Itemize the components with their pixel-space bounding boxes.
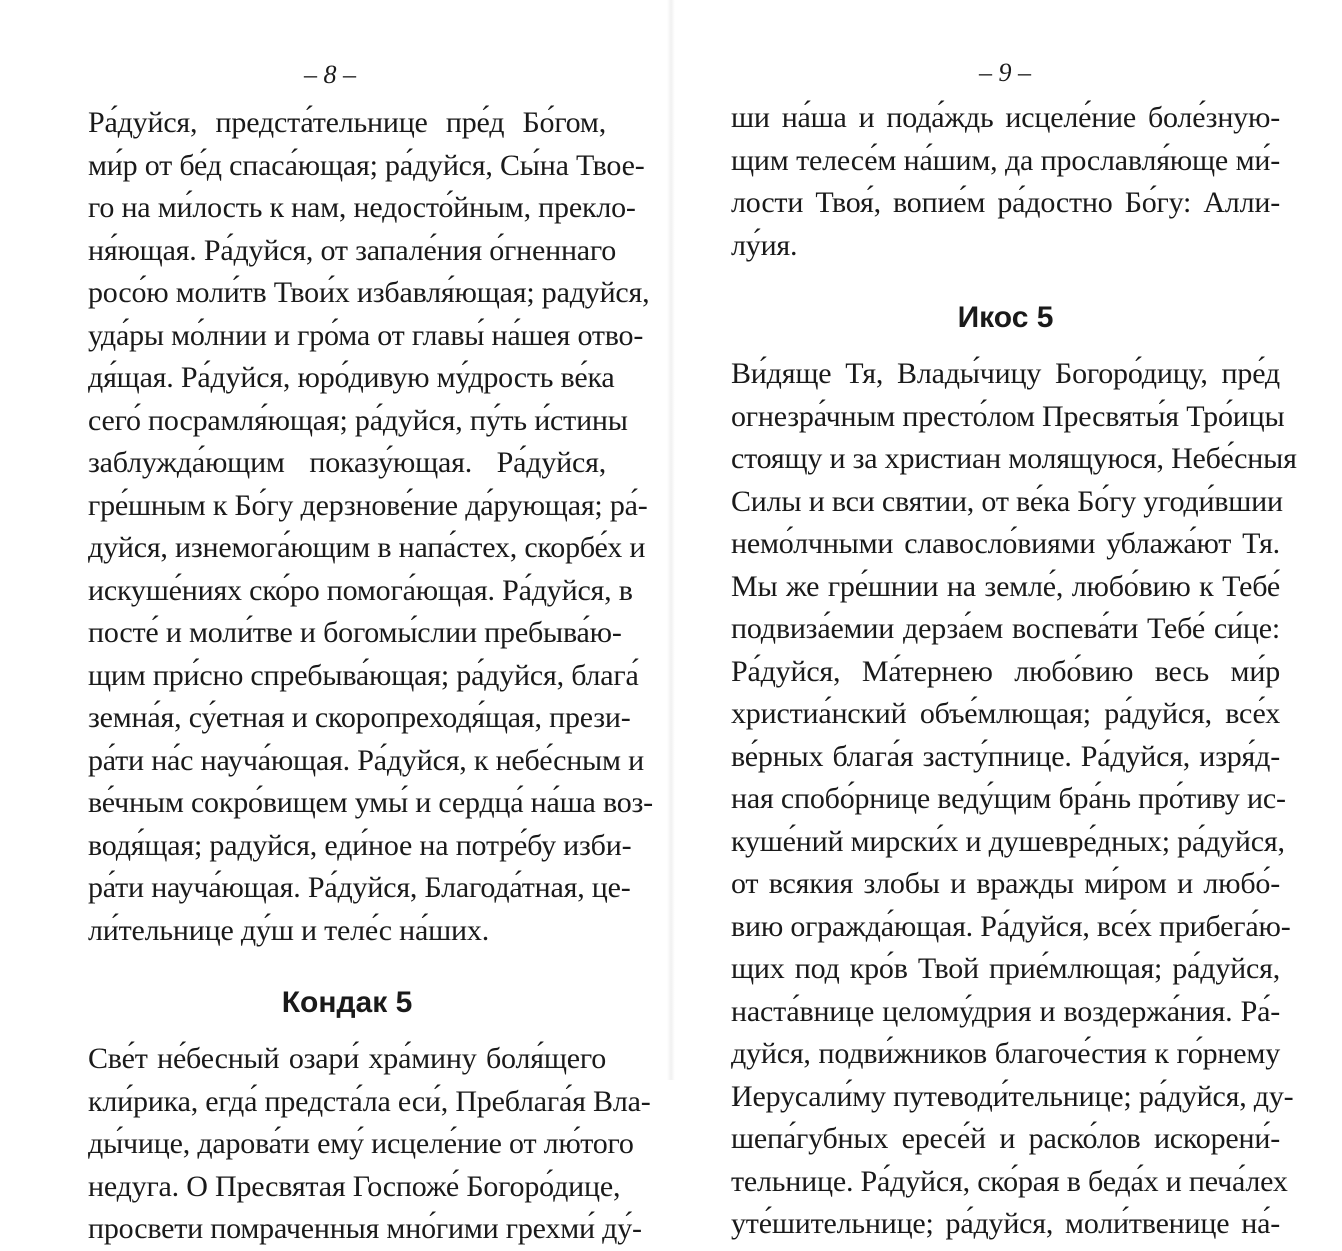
text-line: посте́ и моли́тве и богомы́слии пребыва́ю-: [88, 616, 622, 649]
text-line: кли́рика, егда́ предста́ла еси́, Преблага́я Вла-: [88, 1084, 651, 1118]
text-line: щим при́сно спребыва́ющая; ра́дуйся, блага́: [88, 658, 639, 692]
text-line: Иерусали́му путеводи́тельнице; ра́дуйся, ду-: [731, 1079, 1294, 1113]
text-line: ми́р от бе́д спаса́ющая; ра́дуйся, Сы́на Твое-: [88, 148, 645, 182]
text-line: ве́чным сокро́вищем умы́ и сердца́ на́ша воз-: [88, 786, 653, 819]
text-line: шепа́губных ересе́й и раско́лов искорени́-: [731, 1122, 1280, 1155]
text-line: дуйся, подви́жников благоче́стия к го́рнему: [731, 1037, 1280, 1070]
text-line: вию огражда́ющая. Ра́дуйся, все́х прибега́ю-: [731, 909, 1291, 943]
right-page-text: [731, 97, 1297, 1246]
text-line: Ра́дуйся, предста́тельнице пре́д Бо́гом,: [88, 106, 606, 139]
text-line: лости Твоя́, вопие́м ра́достно Бо́гу: Алли-: [731, 186, 1280, 219]
text-line: стоящу и за христиан молящуюся, Небе́сныя: [731, 442, 1297, 475]
text-line: уте́шительнице; ра́дуйся, моли́твенице на́-: [731, 1207, 1280, 1240]
text-line: щим телесе́м на́шим, да прославля́юще ми́-: [731, 143, 1280, 177]
text-line: наста́внице целому́дрия и воздержа́ния. Ра́-: [731, 994, 1280, 1028]
text-line: от всякия злобы и вражды ми́ром и любо́-: [731, 867, 1280, 900]
text-line: немо́лчными славосло́виями ублажа́ют Тя.: [731, 527, 1280, 560]
text-line: Силы и вси святии, от ве́ка Бо́гу угоди́вшии: [731, 484, 1283, 518]
text-line: христиа́нский объе́млющая; ра́дуйся, все́х: [731, 697, 1280, 730]
text-line: подвиза́емии дерза́ем воспева́ти Тебе́ си́це:: [731, 612, 1280, 645]
text-line: искуше́ниях ско́ро помога́ющая. Ра́дуйся, в: [88, 573, 633, 607]
text-line: ра́ти на́с науча́ющая. Ра́дуйся, к небе́сным и: [88, 743, 644, 777]
text-line: просвети помраченныя мно́гими грехми́ ду́-: [88, 1212, 642, 1245]
text-line: Ви́дяще Тя, Влады́чицу Богоро́дицу, пре́д: [731, 357, 1280, 390]
text-line: лу́ия.: [731, 228, 798, 262]
text-line: ли́тельнице ду́ш и теле́с на́ших.: [88, 913, 490, 947]
text-line: тельнице. Ра́дуйся, ско́рая в беда́х и печа́лех: [731, 1164, 1288, 1198]
right-page: [671, 0, 1342, 1240]
text-line: щих под кро́в Твой прие́млющая; ра́дуйся,: [731, 952, 1280, 985]
text-line: сего́ посрамля́ющая; ра́дуйся, пу́ть и́стины: [88, 403, 628, 437]
text-line: го на ми́лость к нам, недосто́йным, прекло-: [88, 191, 636, 224]
text-line: водя́щая; радуйся, еди́ное на потре́бу изби-: [88, 828, 632, 862]
section-heading-kondak: Кондак 5: [281, 986, 413, 1019]
text-line: гре́шным к Бо́гу дерзнове́ние да́рующая; ра́-: [88, 488, 648, 522]
text-line: ня́ющая. Ра́дуйся, от запале́ния о́гненнаго: [88, 233, 617, 267]
text-line: ве́рных блага́я засту́пнице. Ра́дуйся, изря́д-: [731, 739, 1280, 773]
text-line: Ра́дуйся, Ма́тернею любо́вию весь ми́р: [731, 654, 1280, 688]
text-line: Све́т не́бесный озари́ хра́мину боля́щего: [88, 1042, 606, 1075]
left-page: [0, 0, 671, 1245]
left-page-text: [88, 102, 653, 1251]
text-line: ды́чице, дарова́ти ему́ исцеле́ние от лю́того: [88, 1127, 634, 1160]
page-number: – 9 –: [979, 58, 1031, 87]
text-line: земна́я, су́етная и скоропреходя́щая, прези-: [88, 701, 631, 734]
text-line: уда́ры мо́лнии и гро́ма от главы́ на́шея отво-: [88, 318, 644, 352]
text-line: дя́щая. Ра́дуйся, юро́дивую му́дрость ве́ка: [88, 361, 615, 394]
text-line: ра́ти науча́ющая. Ра́дуйся, Благода́тная, це-: [88, 871, 631, 904]
text-line: ная спобо́рнице веду́щим бра́нь про́тиву ис-: [731, 782, 1286, 815]
text-line: куше́ний мирски́х и душевре́дных; ра́дуйся,: [731, 824, 1285, 858]
text-line: дуйся, изнемога́ющим в напа́стех, скорбе́х и: [88, 531, 646, 564]
text-line: огнезра́чным престо́лом Пресвяты́я Тро́ицы: [731, 399, 1285, 433]
text-line: росо́ю моли́тв Твои́х избавля́ющая; радуйся,: [88, 276, 650, 309]
section-heading-ikos: Икос 5: [957, 301, 1054, 334]
text-line: заблужда́ющим показу́ющая. Ра́дуйся,: [88, 446, 606, 479]
text-line: Мы же гре́шнии на земле́, любо́вию к Тебе́: [731, 569, 1280, 603]
page-number: – 8 –: [304, 60, 356, 89]
text-line: недуга. О Пресвятая Госпоже́ Богоро́дице,: [88, 1169, 621, 1203]
text-line: ши на́ша и пода́ждь исцеле́ние боле́зную-: [731, 101, 1280, 134]
